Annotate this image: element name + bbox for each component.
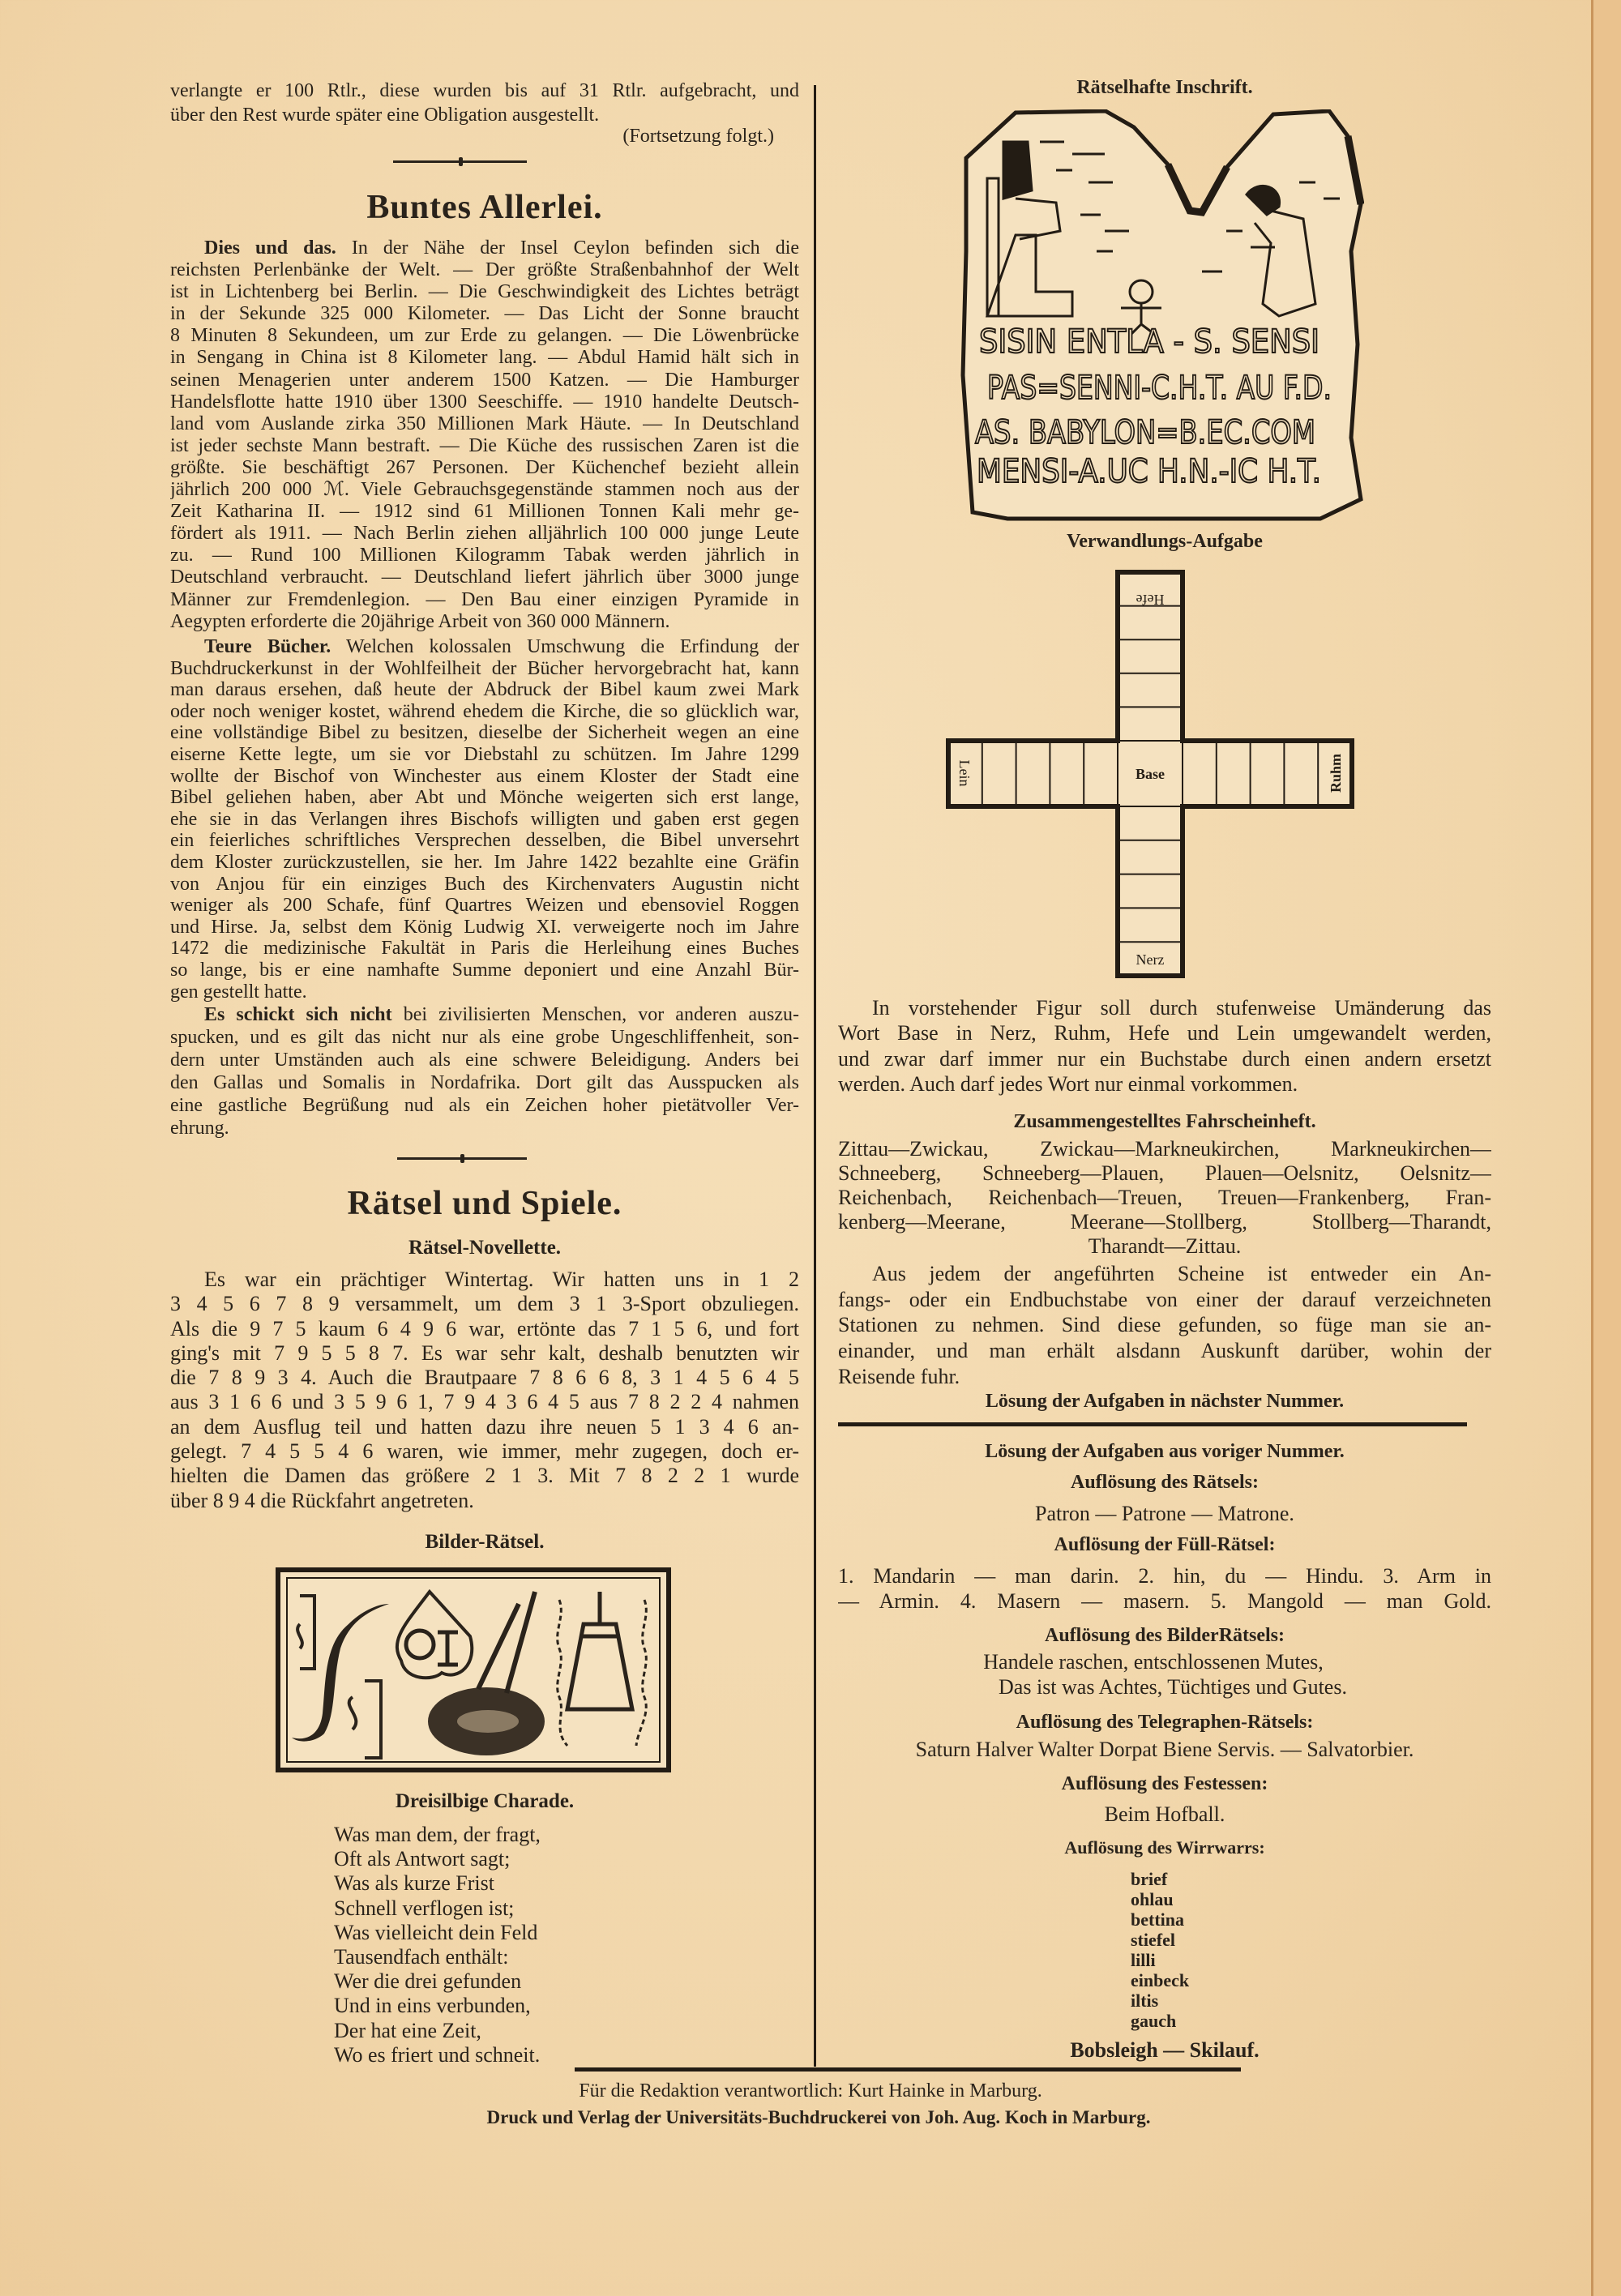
answer-telegraphen: Saturn Halver Walter Dorpat Biene Servis. — Salvatorbier. bbox=[915, 1738, 1414, 1761]
inscription-line: SISIN ENTLA - S. SENSI bbox=[979, 323, 1319, 361]
text-line: eiserne Kette legte, um sie vor Diebstahl zu schützen. Im Jahre 1299 bbox=[170, 743, 799, 765]
text-line: aus 3 1 6 6 und 3 5 9 6 1, 7 9 4 3 6 4 5 aus 7 8 2 2 4 nahmen bbox=[170, 1390, 799, 1414]
text-line: Aus jedem der angeführten Scheine ist entweder ein An- bbox=[872, 1262, 1491, 1285]
paragraph-dies-und-das bbox=[170, 237, 799, 633]
text-line: weniger als 200 Schafe, fünf Quartres Weizen und ebensoviel Roggen bbox=[170, 895, 799, 917]
paragraph-lead: Es schickt sich nicht bbox=[204, 1004, 392, 1025]
answer-festessen: Beim Hofball. bbox=[1104, 1802, 1225, 1826]
text-line: lilli bbox=[1131, 1950, 1156, 1970]
text-line: ohlau bbox=[1131, 1889, 1174, 1909]
inscription-stone-image bbox=[959, 109, 1364, 523]
text-line: 1472 die medizinische Fakultät in Paris die Herleihung eines Buches bbox=[170, 938, 799, 960]
column-divider bbox=[814, 85, 816, 2067]
grid-word-right: Ruhm bbox=[1328, 753, 1344, 793]
continuation-note: (Fortsetzung folgt.) bbox=[622, 126, 774, 147]
text-line: eine gastliche Begrüßung nud als ein Zeichen hoher pietätvoller Ver- bbox=[170, 1095, 799, 1116]
text-line: hielten die Damen das größere 2 1 3. Mit 7 8 2 2 1 wurde bbox=[170, 1464, 799, 1488]
text-line bbox=[170, 237, 799, 259]
text-line: reichsten Perlenbänke der Welt. — Der größte Straßenbahnhof der Welt bbox=[170, 259, 799, 281]
fahrschein-routes bbox=[838, 1137, 1491, 1234]
text-line: 1. Mandarin — man darin. 2. hin, du — Hindu. 3. Arm in bbox=[838, 1564, 1491, 1588]
footer-rule bbox=[575, 2067, 1241, 2072]
heading-raetsel-novellette: Rätsel-Novellette. bbox=[408, 1237, 562, 1259]
line-text: In der Nähe der Insel Ceylon befinden sich die bbox=[351, 237, 799, 259]
text-line: Wo es friert und schneit. bbox=[334, 2042, 541, 2067]
text-line: Stationen zu nehmen. Sind diese gefunden, so füge man sie an- bbox=[838, 1313, 1491, 1337]
footer-editor-line: Für die Redaktion verantwortlich: Kurt Hainke in Marburg. bbox=[579, 2080, 1042, 2101]
page-fold-edge bbox=[1591, 0, 1621, 2296]
text-line bbox=[170, 636, 799, 658]
text-line: jährlich 200 000 ℳ. Viele Gebrauchsgegenstände stammen noch aus der bbox=[170, 479, 799, 501]
paragraph-lead: Dies und das. bbox=[204, 237, 336, 259]
text-line: Was als kurze Frist bbox=[334, 1871, 494, 1896]
text-line: dern unter Umständen auch als eine schwere Beleidigung. Anders bei bbox=[170, 1050, 799, 1071]
text-line: Tausendfach enthält: bbox=[334, 1944, 509, 1969]
text-line: Was vielleicht dein Feld bbox=[334, 1920, 538, 1944]
wirrwarr-word-list bbox=[1131, 1869, 1293, 2031]
inscription-line: MENSI-A.UC H.N.-IC H.T. bbox=[977, 453, 1321, 490]
grid-word-left: Lein bbox=[956, 759, 973, 787]
text-line: Reichenbach, Reichenbach—Treuen, Treuen—Frankenberg, Fran- bbox=[838, 1186, 1491, 1209]
text-line: spucken, und es gilt das nicht nur als eine grobe Ungeschliffenheit, son- bbox=[170, 1027, 799, 1048]
text-line: Handelsflotte hatte 1910 über 1300 Seeschiffe. — 1910 handelte Deutsch- bbox=[170, 391, 799, 413]
solution-next-issue-note: Lösung der Aufgaben in nächster Nummer. bbox=[985, 1391, 1345, 1412]
text-line: land vom Auslande zirka 350 Millionen Mark Häute. — In Deutschland bbox=[170, 413, 799, 434]
grid-word-bottom: Nerz bbox=[1136, 951, 1165, 968]
text-line: fördert als 1911. — Nach Berlin ziehen alljährlich 100 000 junge Leute bbox=[170, 523, 799, 545]
fahrschein-route-last: Tharandt—Zittau. bbox=[1088, 1234, 1242, 1258]
text-line: über 8 9 4 die Rückfahrt angetreten. bbox=[170, 1488, 474, 1512]
heading-verwandlungs-aufgabe: Verwandlungs-Aufgabe bbox=[1067, 531, 1263, 552]
text-line: seinen Menagerien unter anderem 1500 Katzen. — Die Hamburger bbox=[170, 369, 799, 391]
answer-bilder-line-1: Handele raschen, entschlossenen Mutes, bbox=[983, 1650, 1324, 1674]
section-title-buntes-allerlei: Buntes Allerlei. bbox=[366, 189, 603, 226]
text-line: an dem Ausflug teil und hatten dazu ihre neuen 5 1 3 4 6 an- bbox=[170, 1414, 799, 1439]
grid-word-top: Hefe bbox=[1136, 592, 1165, 608]
inscription-line: AS. BABYLON=B.EC.COM bbox=[975, 414, 1315, 451]
text-line: und Hirse. Ja, selbst dem König Ludwig XI. verweigerte noch im Jahre bbox=[170, 916, 799, 938]
charade-poem bbox=[334, 1823, 755, 2067]
text-line: man daraus ersehen, daß heute der Abdruck der Bibel kaum zwei Mark bbox=[170, 679, 799, 701]
text-line: — Armin. 4. Masern — masern. 5. Mangold — man Gold. bbox=[838, 1589, 1491, 1613]
answer-bilder-line-2: Das ist was Achtes, Tüchtiges und Gutes. bbox=[999, 1675, 1347, 1699]
text-line: Bibel geliehen haben, aber Abt und Mönche weigerten sich erst lange, bbox=[170, 787, 799, 809]
text-line: wollte der Bischof von Winchester aus einem Kloster der Stadt eine bbox=[170, 765, 799, 787]
text-line: größte. Sie beschäftigt 267 Personen. Der Küchenchef bezieht allein bbox=[170, 456, 799, 478]
text-line: 3 4 5 6 7 8 9 versammelt, um dem 3 1 3-Sport obzuliegen. bbox=[170, 1292, 799, 1316]
text-line: Schneeberg, Schneeberg—Plauen, Plauen—Oelsnitz, Oelsnitz— bbox=[838, 1161, 1491, 1185]
text-line: Deutschland verbraucht. — Deutschland liefert jährlich über 3000 junge bbox=[170, 567, 799, 588]
inscription-line: PAS=SENNI-C.H.T. AU F.D. bbox=[987, 370, 1332, 407]
verwandlung-instructions bbox=[838, 995, 1491, 1097]
text-line: iltis bbox=[1131, 1990, 1159, 2011]
section-title-raetsel-und-spiele: Rätsel und Spiele. bbox=[347, 1185, 622, 1222]
text-line: werden. Auch darf jedes Wort nur einmal vorkommen. bbox=[838, 1071, 1298, 1096]
heading-aufloesung-wirrwarr: Auflösung des Wirrwarrs: bbox=[1064, 1837, 1265, 1858]
text-line: den Gallas und Somalis in Nordafrika. Dort gilt das Ausspucken als bbox=[170, 1072, 799, 1093]
novellette-text bbox=[170, 1268, 799, 1513]
text-line: kenberg—Meerane, Meerane—Stollberg, Stollberg—Tharandt, bbox=[838, 1210, 1491, 1234]
heading-loesungen: Lösung der Aufgaben aus voriger Nummer. bbox=[985, 1441, 1345, 1462]
footer-publisher-line: Druck und Verlag der Universitäts-Buchdruckerei von Joh. Aug. Koch in Marburg. bbox=[486, 2107, 1151, 2127]
text-line: ein feierliches schriftliches Versprechen desselben, die Bibel unversehrt bbox=[170, 830, 799, 852]
text-line: Was man dem, der fragt, bbox=[334, 1823, 541, 1846]
continuation-text bbox=[170, 79, 799, 127]
ornament-divider bbox=[397, 1157, 527, 1160]
text-line: oder noch weniger kostet, während ehedem die Kirche, die so glücklich war, bbox=[170, 700, 799, 722]
text-line: In vorstehender Figur soll durch stufenweise Umänderung das bbox=[872, 996, 1491, 1020]
answer-wirrwarr: Bobsleigh — Skilauf. bbox=[1070, 2038, 1260, 2062]
picture-puzzle-image bbox=[276, 1567, 671, 1772]
text-line: einbeck bbox=[1131, 1970, 1190, 1990]
text-line: stiefel bbox=[1131, 1930, 1175, 1950]
heading-aufloesung-fuell: Auflösung der Füll-Rätsel: bbox=[1054, 1534, 1276, 1555]
line-text: bei zivilisierten Menschen, vor anderen auszu- bbox=[403, 1004, 799, 1025]
text-line: ehrung. bbox=[170, 1118, 229, 1139]
ornament-divider bbox=[393, 160, 527, 163]
text-line: Zittau—Zwickau, Zwickau—Markneukirchen, Markneukirchen— bbox=[838, 1137, 1491, 1161]
text-line: 8 Minuten 8 Sekundeen, um zur Erde zu gelangen. — Die Löwenbrücke bbox=[170, 325, 799, 347]
text-line: fangs- oder ein Endbuchstabe von einer der darauf verzeichneten bbox=[838, 1287, 1491, 1311]
text-line: Als die 9 7 5 kaum 6 4 9 6 war, ertönte das 7 1 5 6, und fort bbox=[170, 1316, 799, 1340]
text-line: bettina bbox=[1131, 1909, 1184, 1930]
text-line: gelegt. 7 4 5 5 4 6 waren, wie immer, mehr zugegen, doch er- bbox=[170, 1439, 799, 1464]
text-line: Schnell verflogen ist; bbox=[334, 1896, 515, 1920]
answer-raetsel: Patron — Patrone — Matrone. bbox=[1035, 1502, 1294, 1525]
text-line: Und in eins verbunden, bbox=[334, 1994, 531, 2018]
text-line: so lange, bis er eine namhafte Summe deponiert und eine Anzahl Bür- bbox=[170, 959, 799, 981]
text-line: brief bbox=[1131, 1869, 1168, 1889]
text-line: in Sengang in China ist 8 Kilometer lang. — Abdul Hamid hält sich in bbox=[170, 347, 799, 369]
text-line: ehe sie in das Verlangen ihres Bischofs willigten und gaben erst gegen bbox=[170, 808, 799, 830]
section-rule bbox=[838, 1422, 1467, 1426]
text-line: Männer zur Fremdenlegion. — Den Bau einer einzigen Pyramide in bbox=[170, 588, 799, 610]
text-line: Buchdruckerkunst in der Wohlfeilheit der Bücher hervorgebracht hat, kann bbox=[170, 657, 799, 679]
text-line: ist jeder sechste Mann bestraft. — Die Küche des russischen Zaren ist die bbox=[170, 434, 799, 456]
heading-aufloesung-telegraphen: Auflösung des Telegraphen-Rätsels: bbox=[1016, 1712, 1314, 1733]
text-line: gauch bbox=[1131, 2011, 1177, 2031]
text-line: ging's mit 7 9 5 5 8 7. Es war sehr kalt, deshalb benutzten wir bbox=[170, 1340, 799, 1365]
text-line: die 7 8 9 3 4. Auch die Brautpaare 7 8 6 6 8, 3 1 4 5 6 4 5 bbox=[170, 1366, 799, 1390]
heading-dreisilbige-charade: Dreisilbige Charade. bbox=[395, 1790, 575, 1812]
text-line: eine vollständige Bibel zu besitzen, dieselbe der Sicherheit wegen an eine bbox=[170, 722, 799, 744]
text-line: gen gestellt hatte. bbox=[170, 981, 307, 1003]
text-line: einander, und man erhält alsdann Auskunft darüber, wohin der bbox=[838, 1339, 1491, 1363]
text-line bbox=[170, 1003, 799, 1026]
line-text: Welchen kolossalen Umschwung die Erfindung der bbox=[346, 636, 799, 657]
text-line: Reisende fuhr. bbox=[838, 1364, 960, 1388]
word-ladder-cross-grid bbox=[944, 567, 1358, 981]
answer-fuell bbox=[838, 1563, 1491, 1614]
heading-bilder-raetsel: Bilder-Rätsel. bbox=[425, 1531, 545, 1553]
heading-aufloesung-bilder: Auflösung des BilderRätsels: bbox=[1044, 1625, 1285, 1646]
text-line: dem Kloster zurückzustellen, sie her. Im Jahre 1422 bezahlte eine Gräfin bbox=[170, 851, 799, 873]
heading-fahrscheinheft: Zusammengestelltes Fahrscheinheft. bbox=[1013, 1111, 1316, 1132]
text-line: Zeit Katharina II. — 1912 sind 61 Millionen Tonnen Kali mehr ge- bbox=[170, 501, 799, 523]
text-line: und zwar darf immer nur ein Buchstabe durch einen andern ersetzt bbox=[838, 1046, 1491, 1071]
text-line: Es war ein prächtiger Wintertag. Wir hatten uns in 1 2 bbox=[204, 1268, 799, 1291]
heading-aufloesung-raetsel: Auflösung des Rätsels: bbox=[1070, 1472, 1260, 1493]
text-line: Wort Base in Nerz, Ruhm, Hefe und Lein umgewandelt werden, bbox=[838, 1021, 1491, 1045]
paragraph-lead: Teure Bücher. bbox=[204, 636, 331, 657]
heading-raetselhafte-inschrift: Rätselhafte Inschrift. bbox=[1076, 77, 1253, 98]
text-line: von Anjou für ein einziges Buch des Kirchenvaters Augustin nicht bbox=[170, 873, 799, 895]
text-line: Der hat eine Zeit, bbox=[334, 2018, 481, 2042]
paragraph-teure-buecher bbox=[170, 636, 799, 1003]
text-line: in der Sekunde 325 000 Kilometer. — Das Licht der Sonne braucht bbox=[170, 303, 799, 325]
text-line: zu. — Rund 100 Millionen Kilogramm Tabak werden jährlich in bbox=[170, 545, 799, 567]
fahrschein-instructions bbox=[838, 1261, 1491, 1389]
paragraph-es-schickt-sich bbox=[170, 1003, 799, 1139]
text-line: Aegypten erforderte die 20jährige Arbeit von 360 000 Männern. bbox=[170, 610, 670, 632]
text-line: Wer die drei gefunden bbox=[334, 1969, 522, 1994]
text-line: Oft als Antwort sagt; bbox=[334, 1847, 511, 1871]
text-line: verlangte er 100 Rtlr., diese wurden bis auf 31 Rtlr. aufgebracht, und bbox=[170, 80, 799, 101]
text-line: ist in Lichtenberg bei Berlin. — Die Geschwindigkeit des Lichtes beträgt bbox=[170, 281, 799, 303]
text-line: über den Rest wurde später eine Obligation ausgestellt. bbox=[170, 105, 600, 126]
grid-word-center: Base bbox=[1136, 766, 1165, 782]
heading-aufloesung-festessen: Auflösung des Festessen: bbox=[1061, 1773, 1268, 1794]
